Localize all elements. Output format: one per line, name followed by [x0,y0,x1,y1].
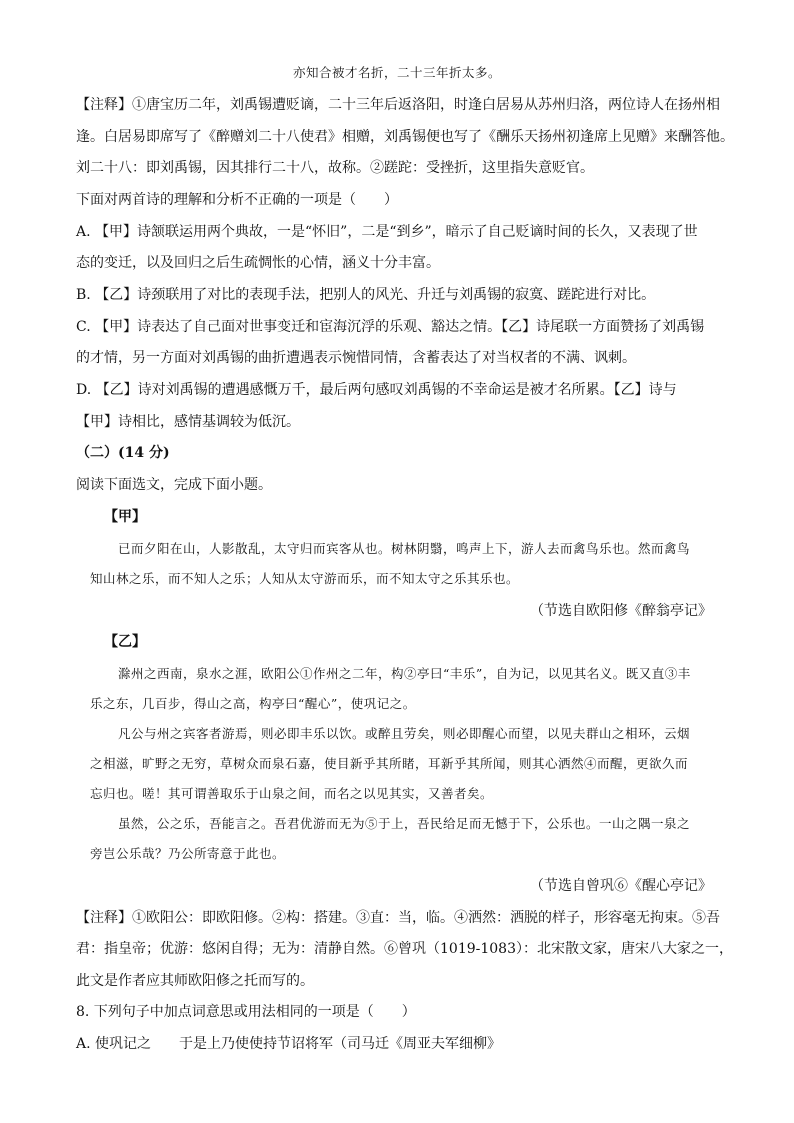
option-c-cont: 的才情，另一方面对刘禹锡的曲折遭遇表示惋惜同情，含蓄表达了对当权者的不满、讽刺。 [76,350,636,366]
poem-last-line: 亦知合被才名折，二十三年折太多。 [292,65,501,80]
annotation-line: 此文是作者应其师欧阳修之托而写的。 [76,973,314,989]
option-a-cont: 态的变迁，以及回归之后生疏惆怅的心情，涵义十分丰富。 [76,255,440,271]
annotation-line: 逢。白居易即席写了《醉赠刘二十八使君》相赠，刘禹锡便也写了《酬乐天扬州初逢席上见赠》来酬答他。 [76,129,734,145]
text-yi-label: 【乙】 [104,634,146,650]
text-yi-line: 虽然，公之乐，吾能言之。吾君优游而无为⑤于上，吾民给足而无憾于下，公乐也。一山之隅一泉之 [118,816,691,831]
text-jia-line: 已而夕阳在山，人影散乱，太守归而宾客从也。树林阴翳，鸣声上下，游人去而禽鸟乐也。然而禽鸟 [118,541,691,556]
option-b: B. 【乙】诗颈联用了对比的表现手法，把别人的风光、升迁与刘禹锡的寂寞、蹉跎进行对比。 [76,287,656,303]
source-yi: （节选自曾巩⑥《醒心亭记》 [530,878,712,894]
question-8-stem: 8. 下列句子中加点词意思或用法相同的一项是（ ） [76,1004,416,1020]
instruction: 阅读下面选文，完成下面小题。 [76,477,272,493]
text-jia-label: 【甲】 [104,509,146,525]
text-yi-line: 旁岂公乐哉？乃公所寄意于此也。 [90,846,286,861]
annotation-line: 君：指皇帝；优游：悠闲自得；无为：清静自然。⑥曾巩（1019-1083）：北宋散文家，唐宋八大家之一， [76,941,733,957]
section-heading: （二）(14 分) [76,445,170,461]
source-jia: （节选自欧阳修《醉翁亭记》 [530,603,712,619]
text-yi-line: 凡公与州之宾客者游焉，则必即丰乐以饮。或醉且劳矣，则必即醒心而望，以见夫群山之相环，云烟 [118,726,691,741]
annotation-line: 【注释】①欧阳公：即欧阳修。②构：搭建。③直：当，临。④洒然：洒脱的样子，形容毫无拘束。⑤吾 [76,910,720,926]
annotation-line: 刘二十八：即刘禹锡，因其排行二十八，故称。②蹉跎：受挫折，这里指失意贬官。 [76,160,594,176]
question-8-option-a: A. 使巩记之 于是上乃使使持节诏将军（司马迁《周亚夫军细柳》 [76,1036,502,1052]
option-d-cont: 【甲】诗相比，感情基调较为低沉。 [76,414,300,430]
option-a: A. 【甲】诗颔联运用两个典故，一是“怀旧”，二是“到乡”，暗示了自己贬谪时间的长久，又表现了世 [76,224,698,240]
option-d: D. 【乙】诗对刘禹锡的遭遇感慨万千，最后两句感叹刘禹锡的不幸命运是被才名所累。【乙】诗与 [76,382,677,398]
text-jia-line: 知山林之乐，而不知人之乐；人知从太守游而乐，而不知太守之乐其乐也。 [90,571,520,586]
option-c: C. 【甲】诗表达了自己面对世事变迁和宦海沉浮的乐观、豁达之情。【乙】诗尾联一方面赞扬了刘禹锡 [76,319,705,335]
text-yi-line: 滁州之西南，泉水之涯，欧阳公①作州之二年，构②亭曰“丰乐”，自为记，以见其名义。既又直③丰 [118,666,691,681]
text-yi-line: 之相滋，旷野之无穷，草树众而泉石嘉，使目新乎其所睹，耳新乎其所闻，则其心洒然④而醒，更欲久而 [90,756,689,771]
text-yi-line: 乐之东，几百步，得山之高，构亭曰“醒心”，使巩记之。 [90,696,416,711]
question-stem: 下面对两首诗的理解和分析不正确的一项是（ ） [76,192,398,208]
annotation-line: 【注释】①唐宝历二年，刘禹锡遭贬谪，二十三年后返洛阳，时逢白居易从苏州归洛，两位诗人在扬州相 [76,97,720,113]
text-yi-line: 忘归也。嗟！其可谓善取乐于山泉之间，而名之以见其实，又善者矣。 [90,786,494,801]
